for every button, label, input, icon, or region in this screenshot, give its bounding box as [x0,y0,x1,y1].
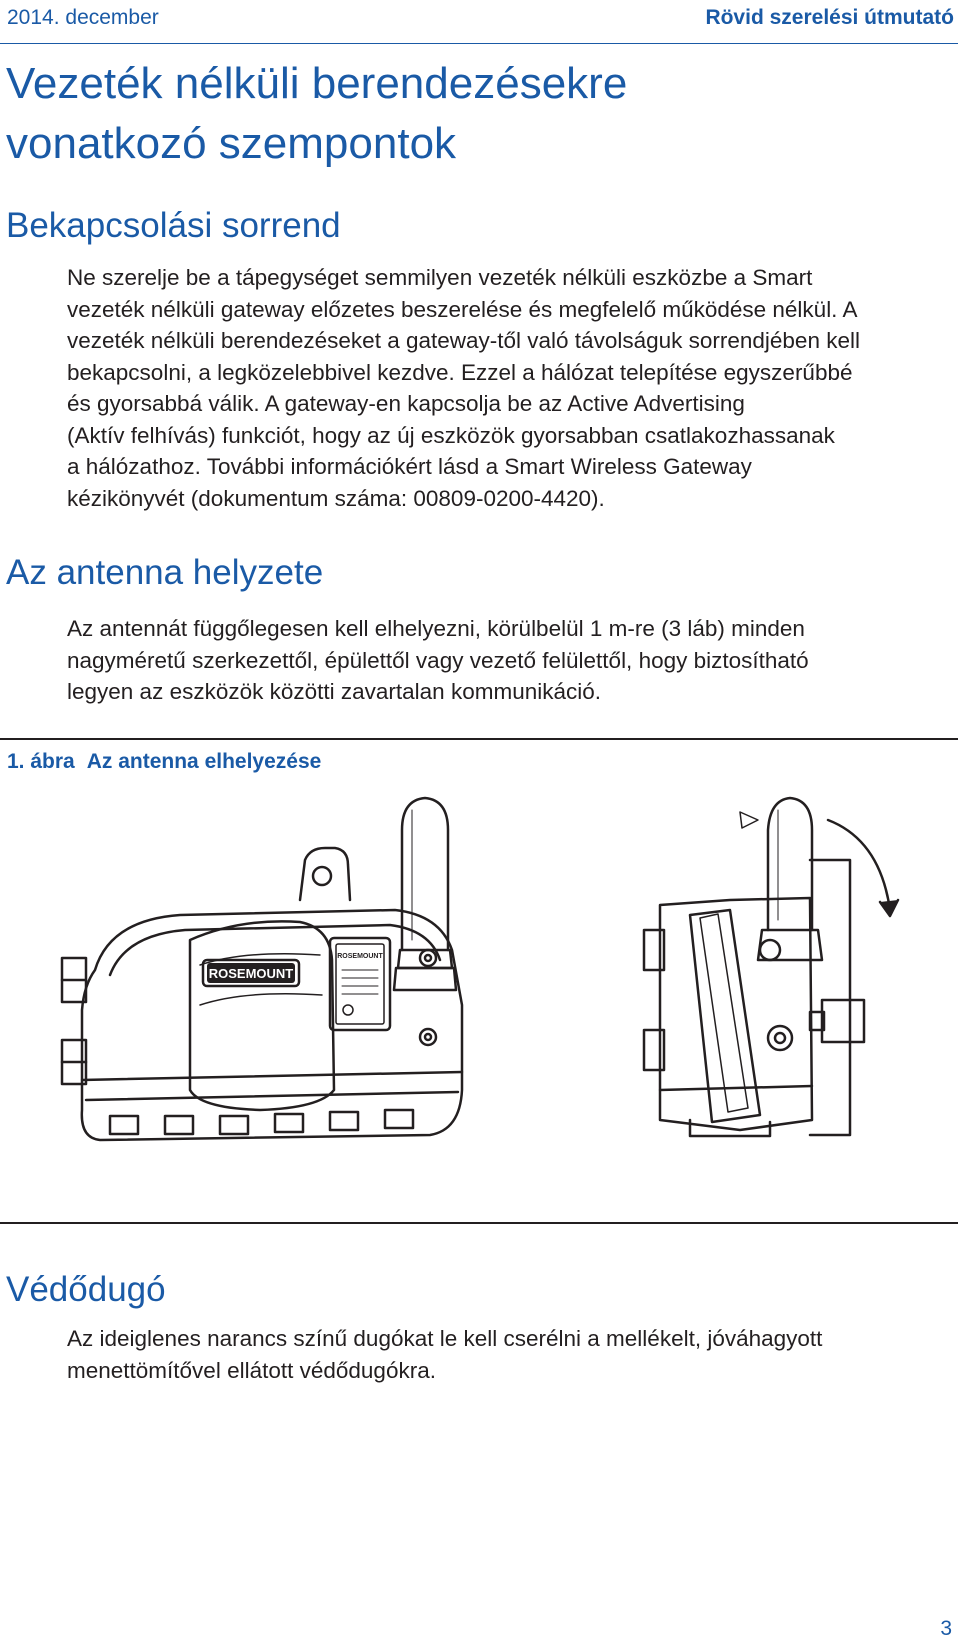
header-doc-type: Rövid szerelési útmutató [705,6,954,29]
label-panel-text: ROSEMOUNT [337,953,383,960]
figure-bottom-rule [0,1222,958,1224]
antenna-icon [402,798,448,950]
paragraph-line: bekapcsolni, a legközelebbivel kezdve. Ezzel a hálózat telepítése egyszerűbbé [67,359,853,385]
plug-paragraph [67,1323,947,1386]
paragraph-line: Ne szerelje be a tápegységet semmilyen vezeték nélküli eszközbe a Smart [67,265,813,290]
paragraph-line: vezeték nélküli berendezéseket a gateway-től való távolságuk sorrendjében kell [67,328,860,353]
antenna-placement-illustration [0,790,960,1210]
figure-caption [7,750,333,774]
paragraph-line: Az antennát függőlegesen kell elhelyezni, körülbelül 1 m-re (3 láb) minden [67,616,805,641]
paragraph-line: kézikönyvét (dokumentum száma: 00809-0200-4420). [67,485,605,511]
page-title [6,54,946,174]
figure-number: 1. ábra [7,750,75,773]
figure-caption-text: Az antenna elhelyezése [86,750,322,773]
header-date: 2014. december [7,6,159,29]
paragraph-line: (Aktív felhívás) funkciót, hogy az új eszközök gyorsabban csatlakozhassanak [67,422,835,448]
paragraph-line: Az ideiglenes narancs színű dugókat le kell cserélni a mellékelt, jóváhagyott [67,1326,823,1351]
figure-top-rule [0,738,958,740]
rotation-arrow [828,820,890,910]
page-title-line: Vezeték nélküli berendezésekre [6,59,628,108]
page-title-line: vonatkozó szempontok [6,119,457,168]
antenna-icon [768,798,812,930]
device-front-view [62,798,462,1140]
page-number: 3 [940,1617,952,1640]
paragraph-line: a hálózathoz. További információkért lásd a Smart Wireless Gateway [67,454,752,479]
header-divider [0,43,958,44]
brand-plate-text: ROSEMOUNT [208,966,294,981]
power-up-paragraph [67,262,947,514]
paragraph-line: és gyorsabbá válik. A gateway-en kapcsolja be az Active Advertising [67,391,745,416]
device-side-view [644,798,898,1136]
paragraph-line: legyen az eszközök közötti zavartalan kommunikáció. [67,679,602,704]
section-heading-plug: Védődugó [6,1270,166,1309]
paragraph-line: vezeték nélküli gateway előzetes beszerelése és megfelelő működése nélkül. A [67,296,858,322]
paragraph-line: nagyméretű szerkezettől, épülettől vagy vezető felülettől, hogy biztosítható [67,647,809,673]
paragraph-line: menettömítővel ellátott védődugókra. [67,1357,436,1383]
antenna-paragraph [67,613,947,708]
device-feet [110,1110,413,1134]
section-heading-antenna: Az antenna helyzete [6,553,324,592]
section-heading-power-up: Bekapcsolási sorrend [6,206,341,245]
